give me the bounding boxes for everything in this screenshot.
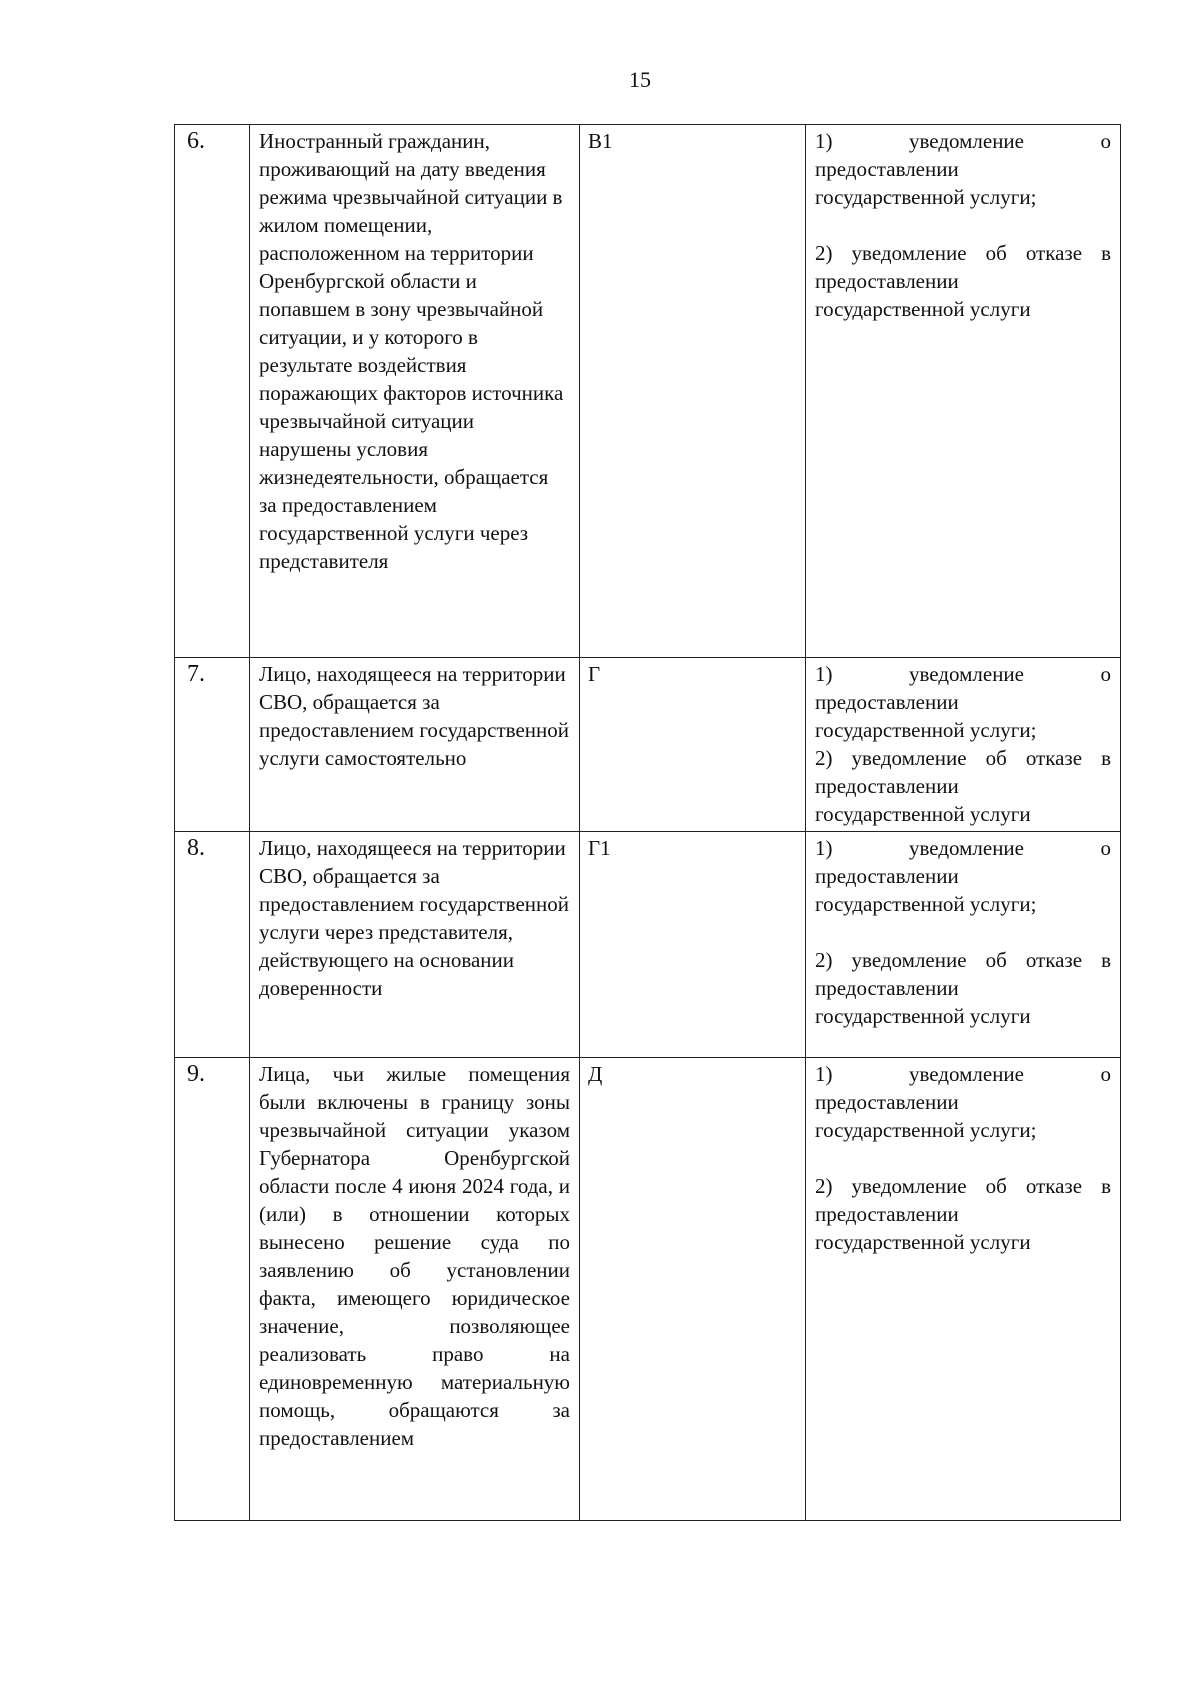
row-description: [250, 832, 580, 1058]
row-description: [250, 125, 580, 658]
description-text: Лицо, находящееся на территории СВО, обращается за предоставлением государственной услуги через представителя, действующего на основании доверенности: [259, 836, 570, 1000]
row-code: Г: [580, 658, 806, 832]
row-code: Д: [580, 1058, 806, 1521]
row-description: [250, 658, 580, 832]
row-result: [806, 658, 1121, 832]
result-approve: 1) уведомление о предоставлении государственной услуги;: [815, 1062, 1111, 1142]
result-refuse: 2) уведомление об отказе в предоставлении государственной услуги: [815, 241, 1111, 321]
table-row: [175, 832, 1121, 1058]
row-code: Г1: [580, 832, 806, 1058]
row-number: 6.: [175, 125, 250, 658]
row-number: 8.: [175, 832, 250, 1058]
result-approve: 1) уведомление о предоставлении государственной услуги;: [815, 836, 1111, 916]
result-refuse: 2) уведомление об отказе в предоставлении государственной услуги: [815, 948, 1111, 1028]
row-number: 7.: [175, 658, 250, 832]
description-text: Лица, чьи жилые помещения были включены в границу зоны чрезвычайной ситуации указом Губернатора Оренбургской области после 4 июня 2024 года, и (или) в отношении которых вынесено решение суда по заявлению об установлении факта, имеющего юридическое значение, позволяющее реализовать право на единовременную материальную помощь, обращаются за предоставлением: [259, 1062, 570, 1450]
result-refuse: 2) уведомление об отказе в предоставлении государственной услуги: [815, 1174, 1111, 1254]
row-result: [806, 125, 1121, 658]
result-approve: 1) уведомление о предоставлении государственной услуги;: [815, 129, 1111, 209]
result-refuse: 2) уведомление об отказе в предоставлении государственной услуги: [815, 746, 1111, 826]
table-row: [175, 658, 1121, 832]
description-text: Иностранный гражданин, проживающий на дату введения режима чрезвычайной ситуации в жилом помещении, расположенном на территории Оренбургской области и попавшем в зону чрезвычайной ситуации, и у которого в результате воздействия поражающих факторов источника чрезвычайной ситуации нарушены условия жизнедеятельности, обращается за предоставлением государственной услуги через представителя: [259, 129, 564, 573]
table-row: [175, 1058, 1121, 1521]
row-number: 9.: [175, 1058, 250, 1521]
description-text: Лицо, находящееся на территории СВО, обращается за предоставлением государственной услуги самостоятельно: [259, 662, 570, 770]
row-description: [250, 1058, 580, 1521]
row-result: [806, 1058, 1121, 1521]
row-code: В1: [580, 125, 806, 658]
page-number: 15: [629, 67, 651, 92]
row-result: [806, 832, 1121, 1058]
table-row: [175, 125, 1121, 658]
services-table: [174, 124, 1121, 1521]
result-approve: 1) уведомление о предоставлении государственной услуги;: [815, 662, 1111, 742]
